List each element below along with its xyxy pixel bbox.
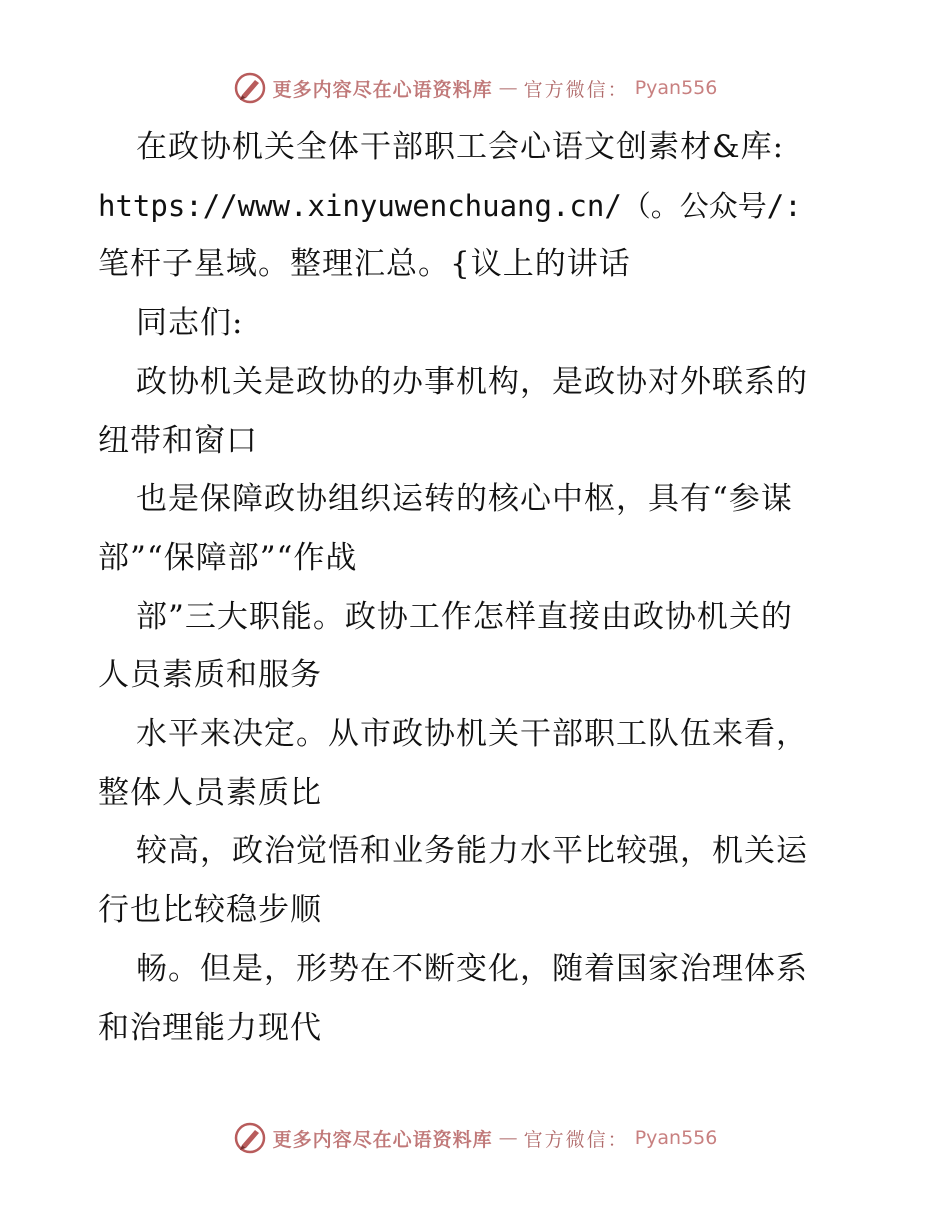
footer-banner — [0, 1118, 950, 1158]
header-banner — [0, 68, 950, 108]
text-line: 较高，政治觉悟和业务能力水平比较强，机关运 — [136, 833, 808, 870]
banner-wechat-label: 官方微信： — [523, 78, 629, 101]
text-line: 和治理能力现代 — [98, 1009, 322, 1046]
text-line: 部”三大职能。政协工作怎样直接由政协机关的 — [136, 598, 793, 635]
text-line: 部”“保障部”“作战 — [98, 539, 358, 576]
text-line: 政协机关是政协的办事机构，是政协对外联系的 — [136, 363, 808, 400]
text-line: 水平来决定。从市政协机关干部职工队伍来看， — [136, 716, 808, 753]
text-line: 在政协机关全体干部职工会心语文创素材&库: — [136, 129, 785, 165]
banner-main-text: 更多内容尽在心语资料库 — [272, 1128, 493, 1151]
text-line-salutation: 同志们: — [136, 305, 244, 342]
banner-wechat-id: Pyan556 — [634, 1127, 718, 1149]
text-line: 纽带和窗口 — [98, 422, 258, 459]
banner-wechat-id: Pyan556 — [634, 77, 718, 99]
text-line: 畅。但是，形势在不断变化，随着国家治理体系 — [136, 950, 808, 987]
text-line: 整体人员素质比 — [98, 774, 322, 811]
text-line-url: https://www.xinyuwenchuang.cn/（。公众号/: — [98, 188, 802, 223]
banner-wechat-label: 官方微信： — [523, 1128, 629, 1151]
document-body — [98, 118, 858, 1057]
banner-dash: — — [498, 1127, 518, 1149]
banner-main-text: 更多内容尽在心语资料库 — [272, 78, 493, 101]
text-line: 笔杆子星域。整理汇总。{议上的讲话 — [98, 246, 631, 283]
text-line: 行也比较稳步顺 — [98, 892, 322, 929]
text-line: 人员素质和服务 — [98, 657, 322, 694]
pen-logo-icon — [233, 71, 267, 105]
text-line: 也是保障政协组织运转的核心中枢，具有“参谋 — [136, 481, 793, 518]
pen-logo-icon — [233, 1121, 267, 1155]
banner-dash: — — [498, 77, 518, 99]
